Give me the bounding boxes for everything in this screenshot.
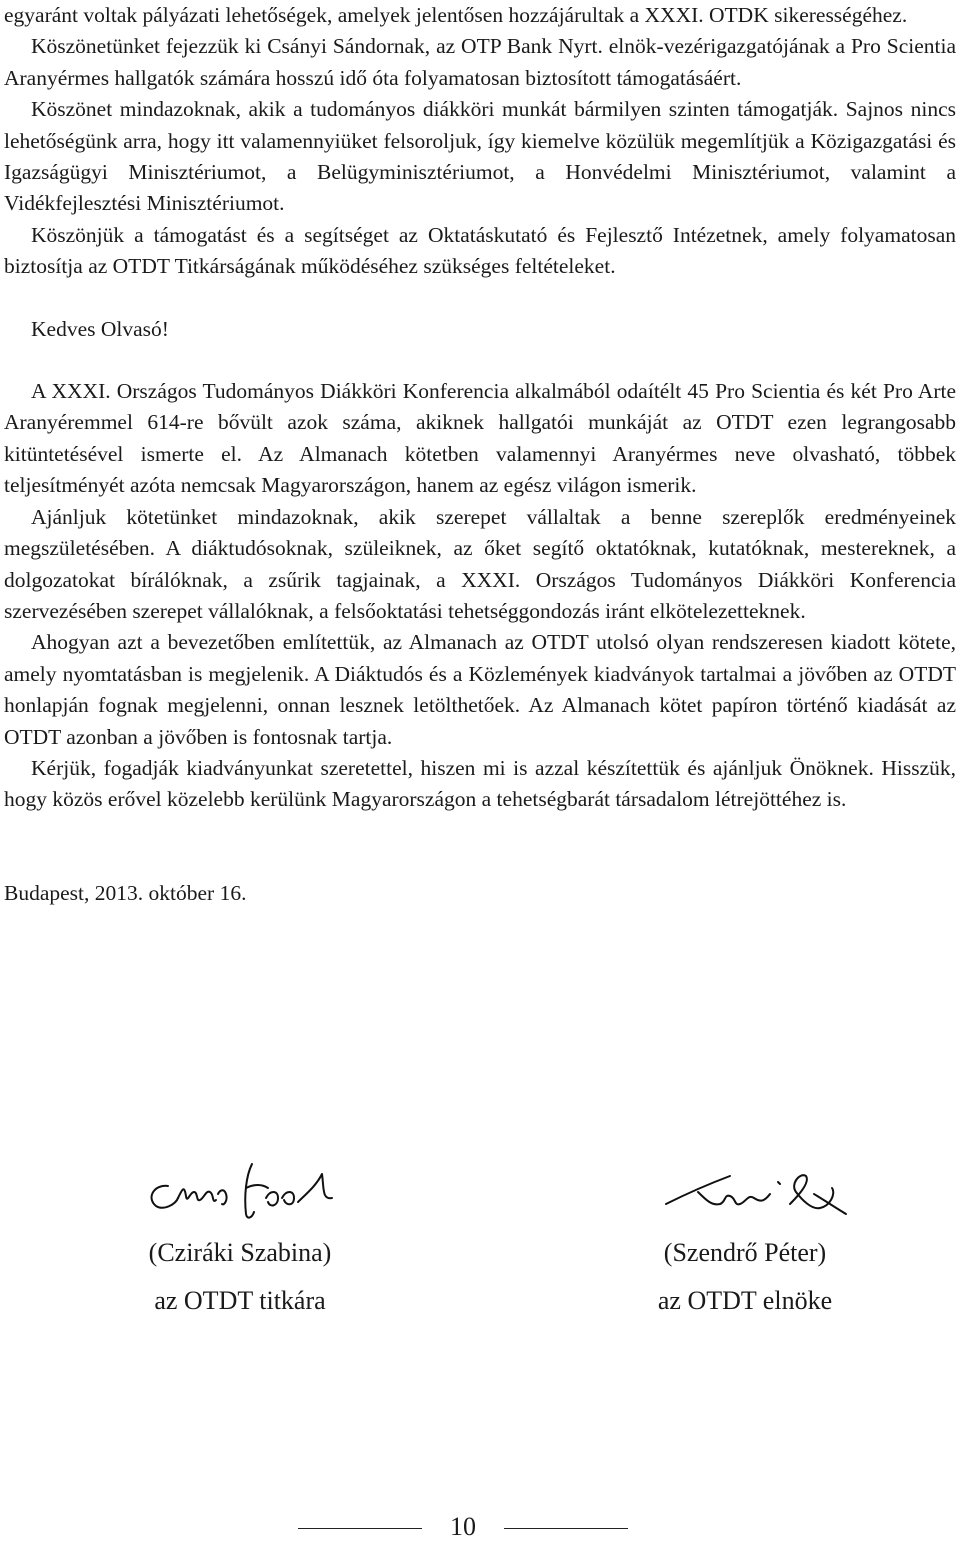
salutation: Kedves Olvasó! xyxy=(31,316,169,341)
signer-name: (Cziráki Szabina) xyxy=(148,1238,332,1267)
paragraph: Ajánljuk kötetünket mindazoknak, akik szerepet vállaltak a benne szereplők eredményeinek megszületésében. A diáktudósoknak, szüleiknek, az őket segítő oktatóknak, kutatóknak, mestereknek, a dolgozatokat bírálóknak, a zsűrik tagjainak, a XXXI. Országos Tudományos Diákköri Konferencia szervezésében szerepet vállalóknak, a felsőoktatási tehetséggondozás iránt elkötelezetteknek. xyxy=(4,504,956,623)
paragraph: A XXXI. Országos Tudományos Diákköri Konferencia alkalmából odaítélt 45 Pro Scientia és két Pro Arte Aranyéremmel 614-re bővült azok száma, akiknek hallgatói munkáját az OTDT ezen legrangosabb kitüntetésével ismerte el. Az Almanach kötetben valamennyi Aranyérmes neve olvasható, többek teljesítményét azóta nemcsak Magyarországon, hanem az egész világon ismerik. xyxy=(4,379,956,498)
page-footer xyxy=(0,1510,960,1544)
paragraph: Köszönet mindazoknak, akik a tudományos diákköri munkát bármilyen szinten támogatják. Sajnos nincs lehetőségünk arra, hogy itt valamennyiüket felsoroljuk, így kiemelve közülük megemlítjük a Közigazgatási és Igazságügyi Minisztériumot, a Belügyminisztériumot, a Honvédelmi Minisztériumot, valamint a Vidékfejlesztési Minisztériumot. xyxy=(4,97,956,216)
paragraph: Kérjük, fogadják kiadványunkat szeretettel, hiszen mi is azzal készítettük és ajánljuk Önöknek. Hisszük, hogy közös erővel közelebb kerülünk Magyarországon a tehetségbarát társadalom létrejöttéhez is. xyxy=(4,755,956,812)
signer-name: (Szendrő Péter) xyxy=(663,1238,827,1267)
signer-role: az OTDT titkára xyxy=(154,1286,326,1315)
paragraph: Ahogyan azt a bevezetőben említettük, az Almanach az OTDT utolsó olyan rendszeresen kiadott kötete, amely nyomtatásban is megjelenik. A Diáktudós és a Közlemények kiadványok tartalmai a jövőben az OTDT honlapján fognak megjelenni, onnan lesznek letölthetőek. Az Almanach kötet papíron történő kiadását az OTDT azonban a jövőben is fontosnak tartja. xyxy=(4,630,956,749)
paragraph: Köszönjük a támogatást és a segítséget az Oktatáskutató és Fejlesztő Intézetnek, amely folyamatosan biztosítja az OTDT Titkárságának működéséhez szükséges feltételeket. xyxy=(4,222,956,279)
place-date: Budapest, 2013. október 16. xyxy=(4,880,247,905)
signature-block xyxy=(0,1150,960,1330)
signature-left xyxy=(140,1154,340,1224)
signature-right xyxy=(660,1164,860,1234)
paragraph: egyaránt voltak pályázati lehetőségek, amelyek jelentősen hozzájárultak a XXXI. OTDK sikerességéhez. xyxy=(4,3,908,27)
page-number: 10 xyxy=(450,1512,476,1541)
signer-role: az OTDT elnöke xyxy=(657,1286,833,1315)
footer-rule-left xyxy=(298,1528,422,1529)
footer-rule-right xyxy=(504,1528,628,1529)
body-text xyxy=(4,0,956,909)
paragraph: Köszönetünket fejezzük ki Csányi Sándornak, az OTP Bank Nyrt. elnök-vezérigazgatójának a Pro Scientia Aranyérmes hallgatók számára hosszú idő óta folyamatosan biztosított támogatásáért. xyxy=(4,34,956,90)
